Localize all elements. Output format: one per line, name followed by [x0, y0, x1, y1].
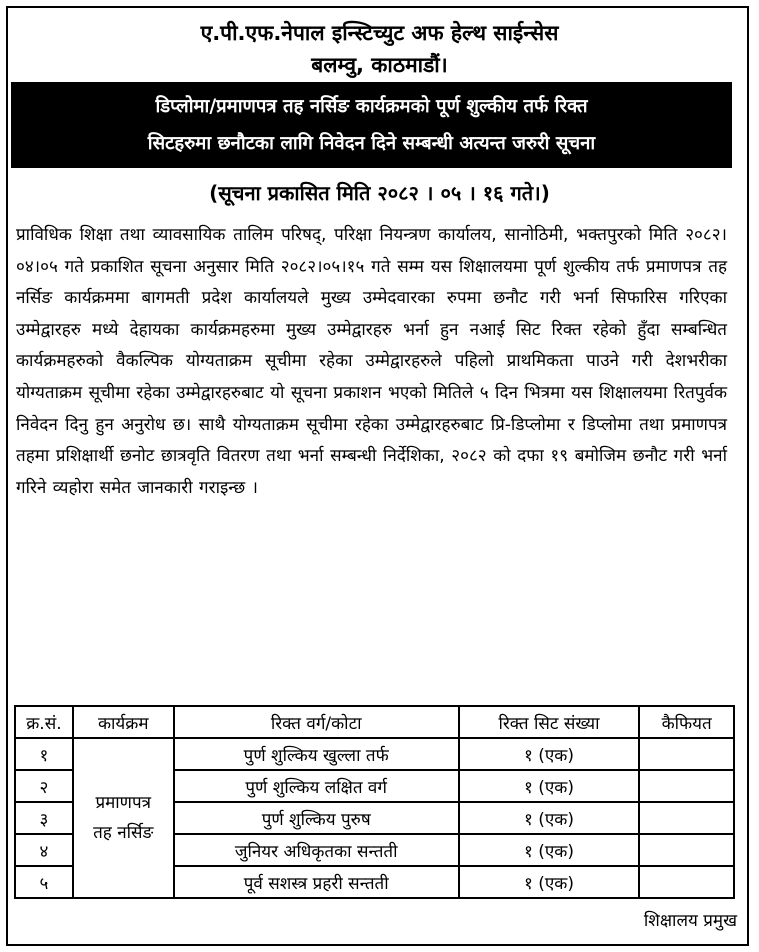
header-remarks: कैफियत [639, 706, 734, 738]
row-seats: १ (एक) [459, 770, 639, 802]
row-sn: ५ [15, 866, 73, 898]
row-seats: १ (एक) [459, 738, 639, 770]
notice-date: (सूचना प्रकासित मिति २०८२ । ०५ । १६ गते।) [209, 181, 550, 205]
program-line-2: तह नर्सिङ [93, 823, 154, 843]
institute-name: ए.पी.एफ.नेपाल इन्स्टिच्युट अफ हेल्थ साईन्सेस [200, 21, 559, 45]
notice-title-line-1: डिप्लोमा/प्रमाणपत्र तह नर्सिङ कार्यक्रमको पूर्ण शुल्कीय तर्फ रिक्त [155, 96, 588, 117]
vacant-seats-table [14, 705, 735, 899]
row-remarks [639, 834, 734, 866]
table-header-row [15, 706, 734, 738]
program-cell [73, 738, 174, 898]
institute-location: बलम्वु, काठमाडौं। [311, 53, 448, 77]
notice-title-line-2: सिटहरुमा छनौटका लागि निवेदन दिने सम्बन्धी अत्यन्त जरुरी सूचना [147, 133, 596, 154]
row-category: पुर्ण शुल्किय पुरुष [174, 802, 459, 834]
notice-title-banner [11, 82, 732, 168]
header-seats: रिक्त सिट संख्या [459, 706, 639, 738]
row-seats: १ (एक) [459, 802, 639, 834]
row-sn: ४ [15, 834, 73, 866]
notice-body: प्राविधिक शिक्षा तथा व्यावसायिक तालिम परिषद्, परिक्षा नियन्त्रण कार्यालय, सानोठिमी, भक्तपुरको मिति २०८२।०४।०५ गते प्रकाशित सूचना अनुसार मिति २०८२।०५।१५ गते सम्म यस शिक्षालयमा पूर्ण शुल्कीय तर्फ प्रमाणपत्र तह नर्सिङ कार्यक्रममा बागमती प्रदेश कार्यालयले मुख्य उम्मेदवारका रुपमा छनौट गरी भर्ना सिफारिस गरिएका उम्मेद्वारहरु मध्ये देहायका कार्यक्रमहरुमा मुख्य उम्मेद्वारहरु भर्ना हुन नआई सिट रिक्त रहेको हुँदा सम्बन्धित कार्यक्रमहरुको वैकल्पिक योग्यताक्रम सूचीमा रहेका उम्मेद्वारहरुले पहिलो प्राथमिकता पाउने गरी देशभरीका योग्यताक्रम सूचीमा रहेका उम्मेद्वारहरुबाट यो सूचना प्रकाशन भएको मितिले ५ दिन भित्रमा यस शिक्षालयमा रितपुर्वक निवेदन दिनु हुन अनुरोध छ। साथै योग्यताक्रम सूचीमा रहेका उम्मेद्वारहरुबाट प्रि-डिप्लोमा र डिप्लोमा तथा प्रमाणपत्र तहमा प्रशिक्षार्थी छनोट छात्रवृति वितरण तथा भर्ना सम्बन्धी निर्देशिका, २०८२ को दफा १९ बमोजिम छनौट गरी भर्ना गरिने व्यहोरा समेत जानकारी गराइन्छ । [16, 225, 727, 498]
row-remarks [639, 802, 734, 834]
row-category: पुर्ण शुल्किय लक्षित वर्ग [174, 770, 459, 802]
signature-title: शिक्षालय प्रमुख [643, 911, 737, 931]
program-line-1: प्रमाणपत्र [95, 793, 152, 813]
header-category: रिक्त वर्ग/कोटा [174, 706, 459, 738]
row-sn: ३ [15, 802, 73, 834]
row-category: जुनियर अधिकृतका सन्तती [174, 834, 459, 866]
row-category: पुर्ण शुल्किय खुल्ला तर्फ [174, 738, 459, 770]
header-sn: क्र.सं. [15, 706, 73, 738]
header-program: कार्यक्रम [73, 706, 174, 738]
row-sn: १ [15, 738, 73, 770]
row-remarks [639, 770, 734, 802]
table-row [15, 738, 734, 770]
row-seats: १ (एक) [459, 834, 639, 866]
row-sn: २ [15, 770, 73, 802]
row-remarks [639, 738, 734, 770]
row-remarks [639, 866, 734, 898]
row-seats: १ (एक) [459, 866, 639, 898]
row-category: पूर्व सशस्त्र प्रहरी सन्तती [174, 866, 459, 898]
